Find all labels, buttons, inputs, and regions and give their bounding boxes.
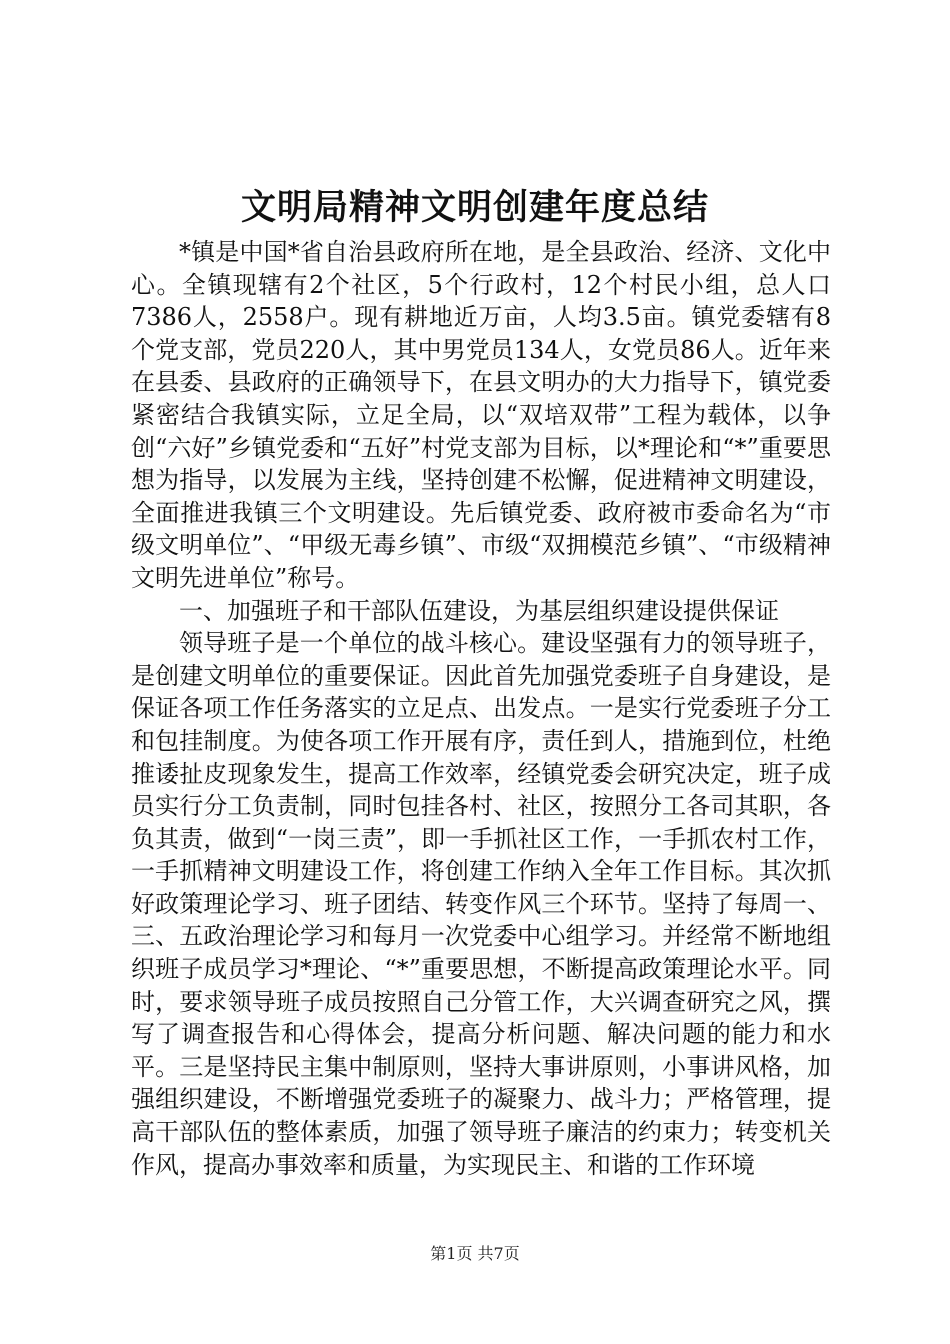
document-body xyxy=(131,236,831,1181)
page-footer: 第1页 共7页 xyxy=(430,1244,520,1263)
paragraph-section-1: 领导班子是一个单位的战斗核心。建设坚强有力的领导班子，是创建文明单位的重要保证。因此首先加强党委班子自身建设，是保证各项工作任务落实的立足点、出发点。一是实行党委班子分工和包挂制度。为使各项工作开展有序，责任到人，措施到位，杜绝推诿扯皮现象发生，提高工作效率，经镇党委会研究决定，班子成员实行分工负责制，同时包挂各村、社区，按照分工各司其职，各负其责，做到“一岗三责”，即一手抓社区工作，一手抓农村工作，一手抓精神文明建设工作，将创建工作纳入全年工作目标。其次抓好政策理论学习、班子团结、转变作风三个环节。坚持了每周一、三、五政治理论学习和每月一次党委中心组学习。并经常不断地组织班子成员学习*理论、“*”重要思想，不断提高政策理论水平。同时，要求领导班子成员按照自己分管工作，大兴调查研究之风，撰写了调查报告和心得体会，提高分析问题、解决问题的能力和水平。三是坚持民主集中制原则，坚持大事讲原则，小事讲风格，加强组织建设，不断增强党委班子的凝聚力、战斗力；严格管理，提高干部队伍的整体素质，加强了领导班子廉洁的约束力；转变机关作风，提高办事效率和质量，为实现民主、和谐的工作环境 xyxy=(131,629,831,1179)
section-heading-1: 一、加强班子和干部队伍建设，为基层组织建设提供保证 xyxy=(179,596,779,625)
document-title: 文明局精神文明创建年度总结 xyxy=(240,187,709,228)
paragraph-intro: *镇是中国*省自治县政府所在地，是全县政治、经济、文化中心。全镇现辖有2个社区，5个行政村，12个村民小组，总人口7386人，2558户。现有耕地近万亩，人均3.5亩。镇党委辖有8个党支部，党员220人，其中男党员134人，女党员86人。近年来在县委、县政府的正确领导下，在县文明办的大力指导下，镇党委紧密结合我镇实际，立足全局，以“双培双带”工程为载体，以争创“六好”乡镇党委和“五好”村党支部为目标，以*理论和“*”重要思想为指导，以发展为主线，坚持创建不松懈，促进精神文明建设，全面推进我镇三个文明建设。先后镇党委、政府被市委命名为“市级文明单位”、“甲级无毒乡镇”、市级“双拥模范乡镇”、“市级精神文明先进单位”称号。 xyxy=(131,238,831,592)
